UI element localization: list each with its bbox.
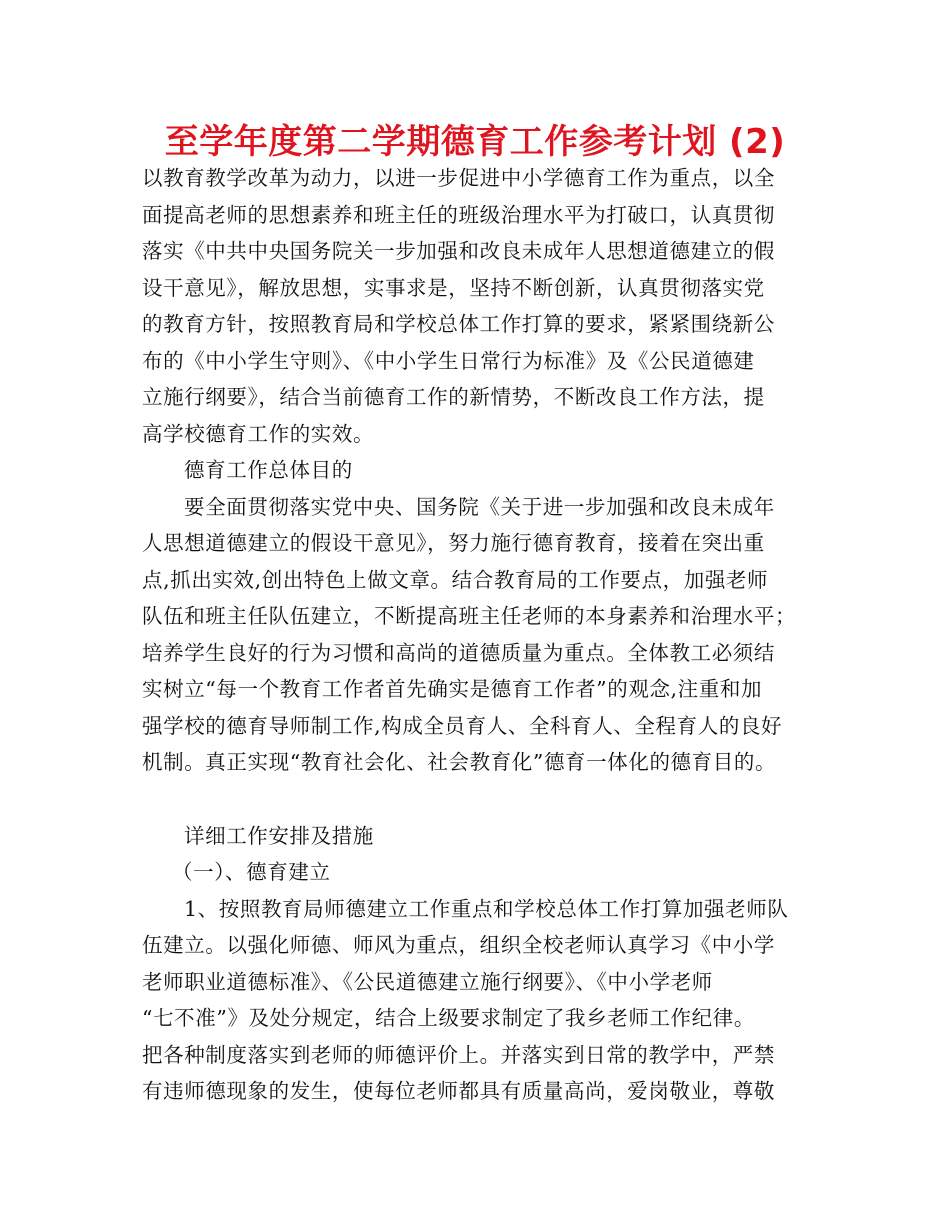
blank-line [142,781,822,818]
text-line: 布的《中小学生守则》、《中小学生日常行为标准》及《公民道德建 [142,348,755,373]
text-line: 高学校德育工作的实效。 [142,421,375,446]
text-line: 详细工作安排及措施 [184,823,374,848]
text-line: 强学校的德育导师制工作,构成全员育人、全科育人、全程育人的良好 [142,713,783,738]
text-line: 面提高老师的思想素养和班主任的班级治理水平为打破口，认真贯彻 [142,202,775,227]
text-line: 培养学生良好的行为习惯和高尚的道德质量为重点。全体教工必须结 [142,640,775,665]
text-line: 有违师德现象的发生，使每位老师都具有质量高尚，爱岗敬业，尊敬 [142,1079,775,1103]
text-line: 以教育教学改革为动力，以进一步促进中小学德育工作为重点，以全 [142,166,775,190]
text-line: 1、按照教育局师德建立工作重点和学校总体工作打算加强老师队 [184,896,789,921]
text-line: 把各种制度落实到老师的师德评价上。并落实到日常的教学中，严禁 [142,1042,775,1067]
text-line: 德育工作总体目的 [184,458,353,482]
text-line: 立施行纲要》，结合当前德育工作的新情势，不断改良工作方法，提 [142,385,765,409]
text-line: 机制。真正实现“教育社会化、社会教育化”德育一体化的德育目的。 [142,750,777,774]
text-line: 要全面贯彻落实党中央、国务院《关于进一步加强和改良未成年 [184,494,775,519]
text-line: 设干意见》，解放思想，实事求是，坚持不断创新，认真贯彻落实党 [142,275,765,300]
text-line: “七不准”》及处分规定，结合上级要求制定了我乡老师工作纪律。 [142,1006,755,1030]
text-line: 伍建立。以强化师德、师风为重点，组织全校老师认真学习《中小学 [142,933,775,957]
document-title: 至学年度第二学期德育工作参考计划 (2) [164,122,786,162]
text-line: 的教育方针，按照教育局和学校总体工作打算的要求，紧紧围绕新公 [142,312,775,336]
text-line: （一）、德育建立 [172,860,331,884]
text-line: 实树立“每一个教育工作者首先确实是德育工作者”的观念,注重和加 [142,677,763,701]
text-line: 队伍和班主任队伍建立，不断提高班主任老师的本身素养和治理水平； [142,604,797,628]
text-line: 点,抓出实效,创出特色上做文章。结合教育局的工作要点，加强老师 [142,567,769,592]
text-line: 老师职业道德标准》、《公民道德建立施行纲要》、《中小学老师 [142,969,713,994]
document-body [142,160,822,1110]
text-line: 人思想道德建立的假设干意见》，努力施行德育教育，接着在突出重 [142,531,765,555]
text-line: 落实《中共中央国务院关一步加强和改良未成年人思想道德建立的假 [142,239,775,263]
